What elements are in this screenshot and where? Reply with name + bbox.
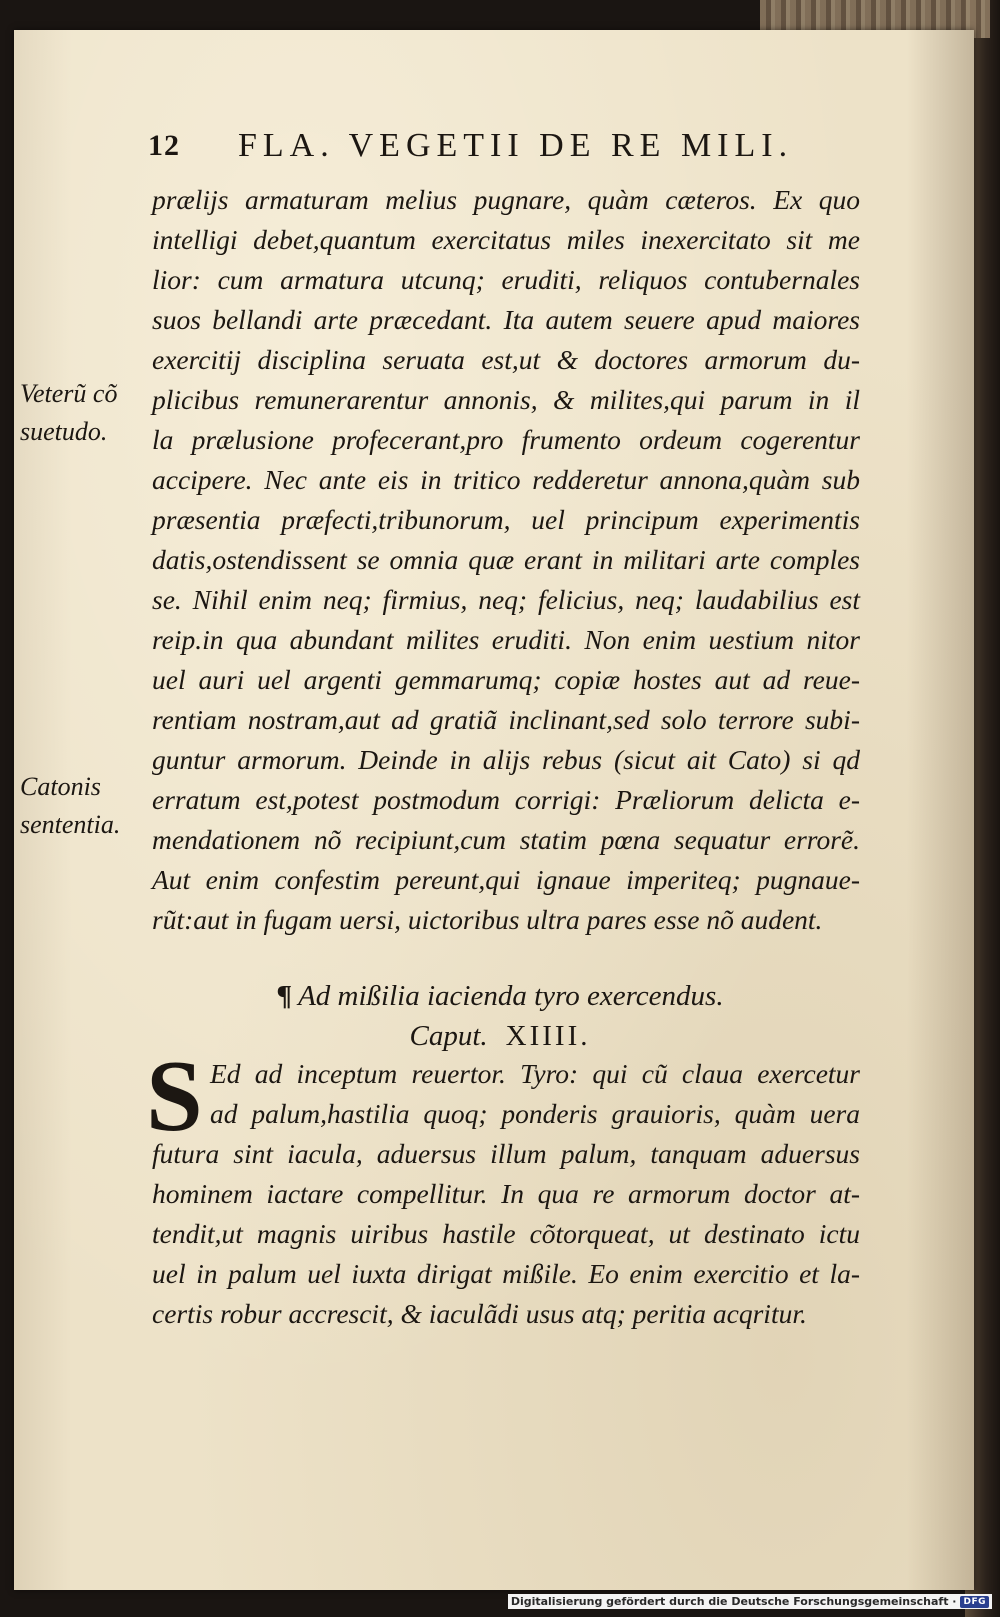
running-head: [0, 127, 1000, 167]
digitization-credit: [508, 1594, 992, 1609]
running-title: FLA. VEGETII DE RE MILI.: [238, 127, 794, 164]
drop-cap-initial: S: [146, 1040, 203, 1153]
text-line: reip.in qua abundant milites eruditi. Non enim uestium nitor: [152, 624, 860, 655]
text-line: la prælusione profecerant,pro frumento ordeum cogerentur: [152, 424, 860, 455]
text-line: uel in palum uel iuxta dirigat mißile. Eo enim exercitio et la-: [152, 1258, 860, 1289]
text-line: suos bellandi arte præcedant. Ita autem seuere apud maiores: [152, 304, 860, 335]
text-line: uel auri uel argenti gemmarumq; copiæ hostes aut ad reue-: [152, 664, 860, 695]
text-line: certis robur accrescit, & iaculãdi usus atq; peritia acqritur.: [152, 1298, 807, 1329]
text-line: intelligi debet,quantum exercitatus miles inexercitato sit me: [152, 224, 860, 255]
margin-note-line: suetudo.: [20, 417, 108, 446]
text-line: rentiam nostram,aut ad gratiã inclinant,sed solo terrore subi-: [152, 704, 860, 735]
text-line: exercitij disciplina seruata est,ut & doctores armorum du-: [152, 344, 860, 375]
chapter-number: [150, 1016, 850, 1056]
text-line: hominem iactare compellitur. In qua re armorum doctor at-: [152, 1178, 860, 1209]
credit-text: Digitalisierung gefördert durch die Deutsche Forschungsgemeinschaft ·: [510, 1595, 957, 1608]
text-line: mendationem nõ recipiunt,cum statim pœna sequatur errorẽ.: [152, 824, 860, 855]
pilcrow-icon: ¶: [276, 980, 293, 1012]
margin-note-line: Catonis: [20, 772, 101, 801]
text-line: datis,ostendissent se omnia quæ erant in militari arte comples: [152, 544, 860, 575]
chapter-text: [152, 1054, 860, 1334]
chapter-title: Ad mißilia iacienda tyro exercendus.: [298, 980, 724, 1012]
margin-note-veterum: [20, 375, 117, 451]
text-line: tendit,ut magnis uiribus hastile cõtorqueat, ut destinato ictu: [152, 1218, 860, 1249]
chapter-heading: [150, 976, 850, 1016]
dfg-logo: DFG: [960, 1596, 989, 1608]
text-line: præsentia præfecti,tribunorum, uel principum experimentis: [152, 504, 860, 535]
text-line: lior: cum armatura utcunq; eruditi, reliquos contubernales: [152, 264, 860, 295]
text-line: plicibus remunerarentur annonis, & milites,qui parum in il: [152, 384, 860, 415]
text-line: guntur armorum. Deinde in alijs rebus (sicut ait Cato) si qd: [152, 744, 860, 775]
text-line: Ed ad inceptum reuertor. Tyro: qui cũ claua exercetur: [210, 1058, 860, 1089]
caput-label: Caput.: [409, 1020, 488, 1052]
text-line: erratum est,potest postmodum corrigi: Præliorum delicta e-: [152, 784, 860, 815]
text-line: rũt:aut in fugam uersi, uictoribus ultra pares esse nõ audent.: [152, 904, 823, 935]
text-line: se. Nihil enim neq; firmius, neq; felicius, neq; laudabilius est: [152, 584, 860, 615]
margin-note-catonis: [20, 768, 120, 844]
text-line: prælijs armaturam melius pugnare, quàm cæteros. Ex quo: [152, 184, 860, 215]
text-line: accipere. Nec ante eis in tritico redderetur annona,quàm sub: [152, 464, 860, 495]
margin-note-line: Veterũ cõ: [20, 379, 118, 408]
text-line: Aut enim confestim pereunt,qui ignaue imperiteq; pugnaue-: [152, 864, 860, 895]
text-line: ad palum,hastilia quoq; ponderis grauioris, quàm uera: [210, 1098, 860, 1129]
body-text: [152, 180, 860, 940]
text-line: futura sint iacula, aduersus illum palum, tanquam aduersus: [152, 1138, 860, 1169]
caput-numeral: XIIII.: [505, 1020, 591, 1052]
margin-note-line: sententia.: [20, 810, 121, 839]
page-number: 12: [148, 129, 180, 162]
